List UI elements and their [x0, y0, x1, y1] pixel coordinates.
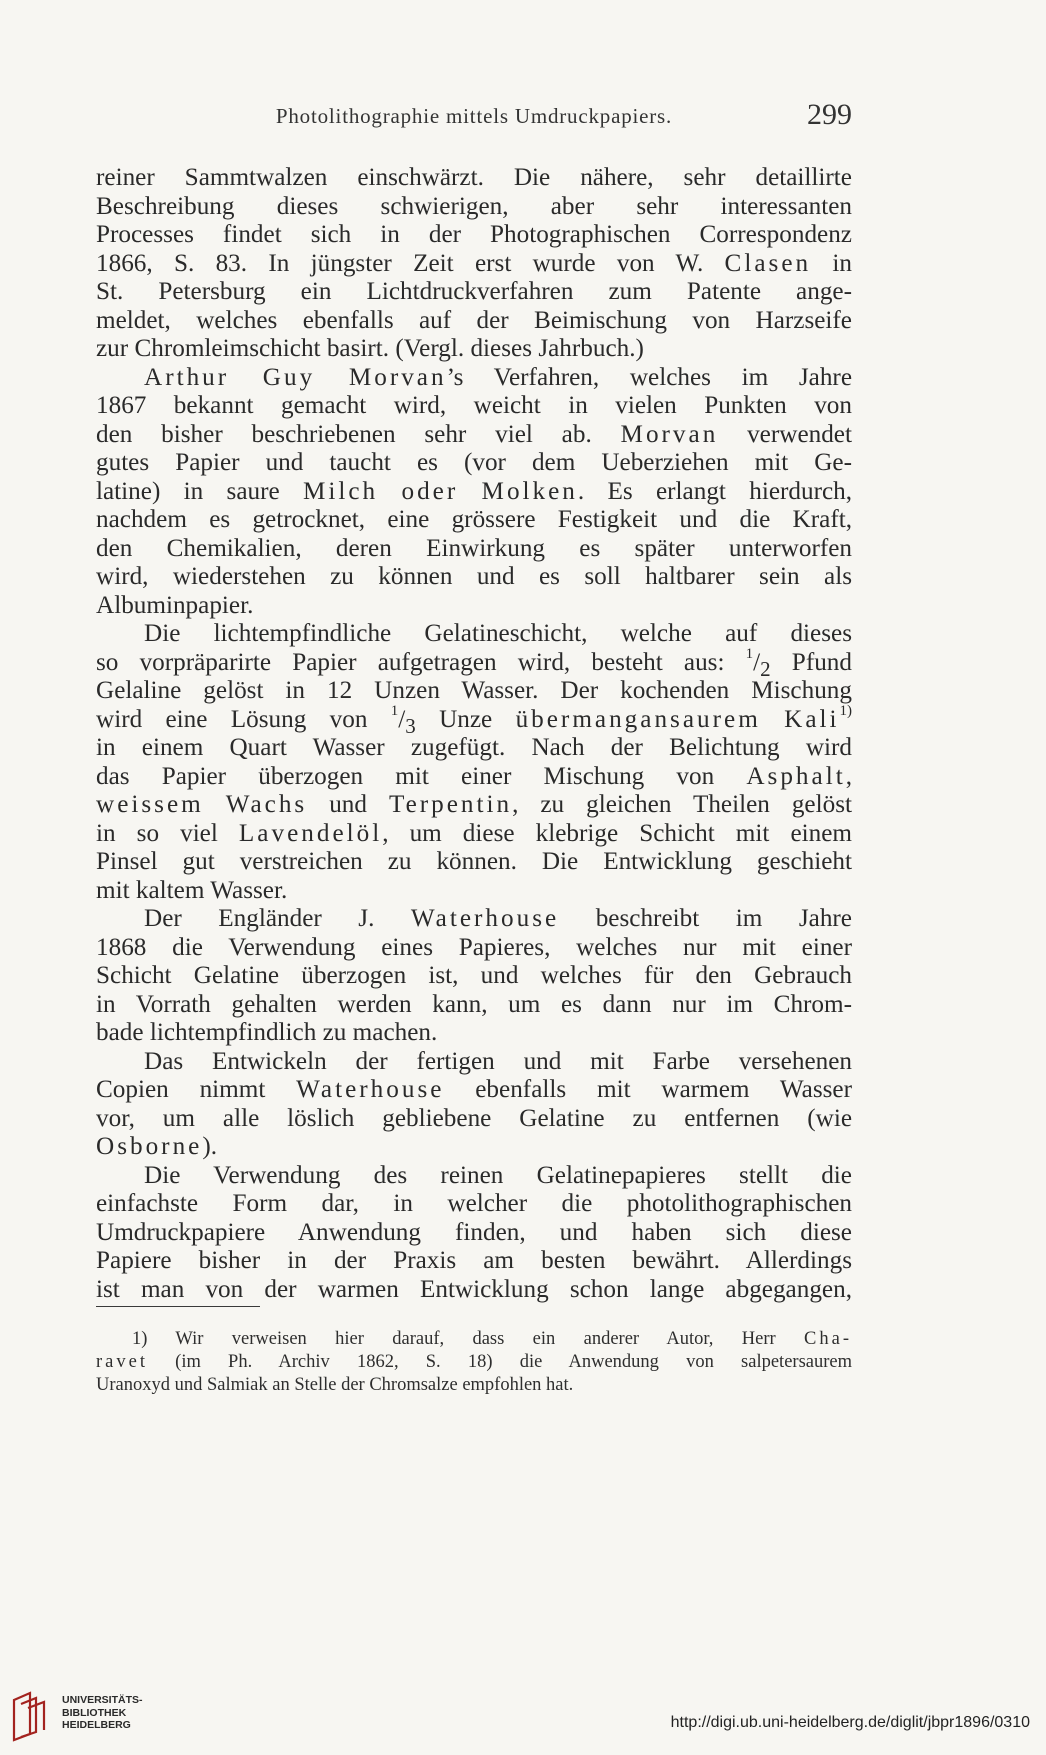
- text-line: [96, 478, 852, 507]
- text-segment: . Es erlangt hierdurch,: [577, 477, 853, 505]
- text-segment: 3: [405, 713, 416, 738]
- spaced-name: ravet: [96, 1352, 148, 1372]
- text-segment: den bisher beschriebenen sehr viel ab.: [96, 420, 621, 448]
- text-line: [96, 934, 852, 963]
- text-segment: Der Engländer J.: [144, 905, 411, 932]
- text-segment: Pfund: [770, 648, 852, 676]
- text-segment: 1868 die Verwendung eines Papieres, welches nur mit einer: [96, 933, 852, 961]
- text-line: [96, 1019, 852, 1048]
- text-line: [96, 1351, 852, 1374]
- spaced-name: Kali: [784, 705, 840, 733]
- text-segment: einfachste Form dar, in welcher die photolithographischen: [96, 1190, 852, 1217]
- text-line: [96, 1105, 852, 1134]
- text-segment: Beschreibung dieses schwierigen, aber sehr interessanten: [96, 192, 852, 220]
- text-line: [96, 905, 852, 934]
- text-line: [96, 646, 852, 681]
- text-line: [96, 820, 852, 849]
- text-segment: mit kaltem Wasser.: [96, 876, 288, 904]
- text-segment: Schicht Gelatine überzogen ist, und welches für den Gebrauch: [96, 962, 852, 989]
- text-segment: Pinsel gut verstreichen zu können. Die Entwicklung geschieht: [96, 848, 852, 875]
- running-head: [96, 98, 852, 138]
- text-line: [96, 364, 852, 393]
- text-line: [96, 193, 852, 222]
- spaced-name: Clasen: [724, 249, 812, 277]
- text-line: [96, 278, 852, 307]
- text-line: [96, 506, 852, 535]
- text-segment: , zu gleichen Theilen gelöst: [512, 791, 852, 818]
- text-line: [96, 1048, 852, 1077]
- text-segment: wird eine Lösung von: [96, 705, 391, 733]
- spaced-name: Asphalt: [746, 762, 846, 790]
- text-line: [96, 1162, 852, 1191]
- text-segment: meldet, welches ebenfalls auf der Beimischung von Harzseife: [96, 306, 852, 334]
- spaced-name: oder: [401, 477, 459, 505]
- text-line: [96, 392, 852, 421]
- text-segment: Copien nimmt: [96, 1076, 297, 1103]
- text-line: [96, 307, 852, 336]
- text-line: [96, 1219, 852, 1248]
- text-line: [96, 1328, 852, 1351]
- text-segment: in so viel: [96, 819, 239, 847]
- text-segment: reiner Sammtwalzen einschwärzt. Die nähere, sehr detaillirte: [96, 164, 852, 191]
- text-segment: St. Petersburg ein Lichtdruckverfahren zum Patente ange-: [96, 278, 852, 305]
- text-segment: Papiere bisher in der Praxis am besten bewährt. Allerdings: [96, 1247, 852, 1274]
- text-segment: in einem Quart Wasser zugefügt. Nach der Belichtung wird: [96, 734, 852, 761]
- text-segment: ).: [202, 1133, 218, 1160]
- spaced-name: Waterhouse: [296, 1076, 445, 1103]
- text-line: [96, 703, 852, 738]
- text-segment: Umdruckpapiere Anwendung finden, und haben sich diese: [96, 1218, 852, 1246]
- text-line: [96, 1190, 852, 1219]
- text-segment: bade lichtempfindlich zu machen.: [96, 1019, 438, 1046]
- text-line: [96, 877, 852, 906]
- text-segment: Die Verwendung des reinen Gelatinepapieres stellt die: [144, 1161, 852, 1189]
- text-segment: und: [307, 791, 389, 818]
- text-segment: Die lichtempfindliche Gelatineschicht, welche auf dieses: [144, 620, 852, 647]
- text-segment: 1) Wir verweisen hier darauf, dass ein anderer Autor, Herr: [132, 1329, 805, 1349]
- spaced-name: Arthur Guy Morvan: [144, 363, 447, 391]
- spaced-name: Wachs: [225, 791, 308, 818]
- text-line: [96, 1133, 852, 1162]
- text-segment: /: [398, 705, 406, 733]
- text-segment: 1866, S. 83. In jüngster Zeit erst wurde von W.: [96, 249, 725, 277]
- text-segment: Albuminpapier.: [96, 591, 254, 619]
- text-line: [96, 335, 852, 364]
- spaced-name: Milch: [302, 477, 379, 505]
- text-line: [96, 848, 852, 877]
- text-segment: vor, um alle löslich gebliebene Gelatine zu entfernen (wie: [96, 1104, 852, 1132]
- text-segment: das Papier überzogen mit einer Mischung von: [96, 762, 747, 790]
- text-line: [96, 250, 852, 279]
- spaced-name: Morvan: [620, 420, 719, 448]
- spaced-name: übermangansaurem: [515, 705, 761, 733]
- text-line: [96, 535, 852, 564]
- spaced-name: Molken: [481, 477, 578, 505]
- text-segment: Uranoxyd und Salmiak an Stelle der Chromsalze empfohlen hat.: [96, 1375, 574, 1395]
- footnotes: [96, 1328, 852, 1397]
- text-segment: (im Ph. Archiv 1862, S. 18) die Anwendung von salpetersaurem: [147, 1352, 852, 1372]
- text-line: [96, 1374, 852, 1397]
- spaced-name: weissem: [96, 791, 204, 818]
- text-segment: verwendet: [718, 420, 852, 448]
- text-segment: 1867 bekannt gemacht wird, weicht in vielen Punkten von: [96, 392, 852, 419]
- text-segment: [204, 791, 226, 818]
- text-segment: wird, wiederstehen zu können und es soll haltbarer sein als: [96, 563, 852, 590]
- text-line: [96, 991, 852, 1020]
- body-text: [96, 164, 852, 1304]
- spaced-name: Lavendelöl: [238, 819, 383, 847]
- spaced-name: Cha-: [804, 1329, 852, 1349]
- text-segment: 1: [390, 703, 399, 720]
- logo-line: HEIDELBERG: [62, 1719, 131, 1731]
- text-line: [96, 1276, 852, 1305]
- text-segment: ebenfalls mit warmem Wasser: [444, 1076, 852, 1103]
- text-segment: Gelaline gelöst in 12 Unzen Wasser. Der kochenden Mischung: [96, 677, 852, 704]
- text-segment: 2: [760, 656, 771, 681]
- text-segment: 1: [745, 646, 754, 663]
- text-segment: beschreibt im Jahre: [559, 905, 852, 932]
- text-segment: [761, 706, 784, 733]
- text-line: [96, 677, 852, 706]
- text-segment: so vorpräparirte Papier aufgetragen wird, besteht aus:: [96, 648, 746, 676]
- text-line: [96, 734, 852, 763]
- text-line: [96, 791, 852, 820]
- text-segment: Processes findet sich in der Photographischen Correspondenz: [96, 221, 852, 248]
- text-segment: in Vorrath gehalten werden kann, um es dann nur im Chrom-: [96, 990, 852, 1018]
- text-line: [96, 563, 852, 592]
- spaced-name: Osborne: [96, 1133, 203, 1160]
- text-segment: ist man von der warmen Entwicklung schon lange abgegangen,: [96, 1275, 852, 1303]
- logo-line: UNIVERSITÄTS-: [62, 1694, 143, 1706]
- text-line: [96, 763, 852, 792]
- logo-line: BIBLIOTHEK: [62, 1706, 127, 1719]
- library-logo-text: [62, 1694, 143, 1732]
- text-segment: [458, 478, 481, 505]
- text-line: [96, 1247, 852, 1276]
- text-segment: nachdem es getrocknet, eine grössere Festigkeit und die Kraft,: [96, 506, 852, 533]
- running-head-title: Photolithographie mittels Umdruckpapiers.: [275, 104, 673, 128]
- spaced-name: Terpentin: [388, 791, 513, 818]
- text-segment: zur Chromleimschicht basirt. (Vergl. dieses Jahrbuch.): [96, 335, 644, 362]
- text-segment: ’s Verfahren, welches im Jahre: [446, 363, 852, 391]
- text-line: [96, 421, 852, 450]
- text-segment: in: [811, 249, 853, 277]
- text-segment: latine) in saure: [96, 477, 303, 505]
- text-line: [96, 592, 852, 621]
- text-line: [96, 962, 852, 991]
- text-line: [96, 221, 852, 250]
- text-segment: gutes Papier und taucht es (vor dem Ueberziehen mit Ge-: [96, 449, 852, 476]
- source-url-link[interactable]: http://digi.ub.uni-heidelberg.de/diglit/jbpr1896/0310: [670, 1714, 1030, 1731]
- text-line: [96, 620, 852, 649]
- text-segment: Unze: [415, 705, 516, 733]
- library-logo[interactable]: [10, 1690, 180, 1746]
- text-segment: /: [753, 648, 761, 676]
- library-logo-icon: [10, 1690, 54, 1742]
- page-number: 299: [807, 98, 852, 131]
- text-segment: Das Entwickeln der fertigen und mit Farbe versehenen: [144, 1047, 852, 1075]
- text-line: [96, 449, 852, 478]
- text-segment: [378, 478, 401, 505]
- text-segment: , um diese klebrige Schicht mit einem: [382, 819, 852, 847]
- text-line: [96, 1076, 852, 1105]
- text-line: [96, 164, 852, 193]
- footnote-divider: [96, 1306, 260, 1307]
- text-segment: 1): [839, 703, 852, 720]
- text-segment: den Chemikalien, deren Einwirkung es später unterworfen: [96, 534, 852, 562]
- text-segment: ,: [845, 762, 852, 790]
- spaced-name: Waterhouse: [410, 905, 560, 932]
